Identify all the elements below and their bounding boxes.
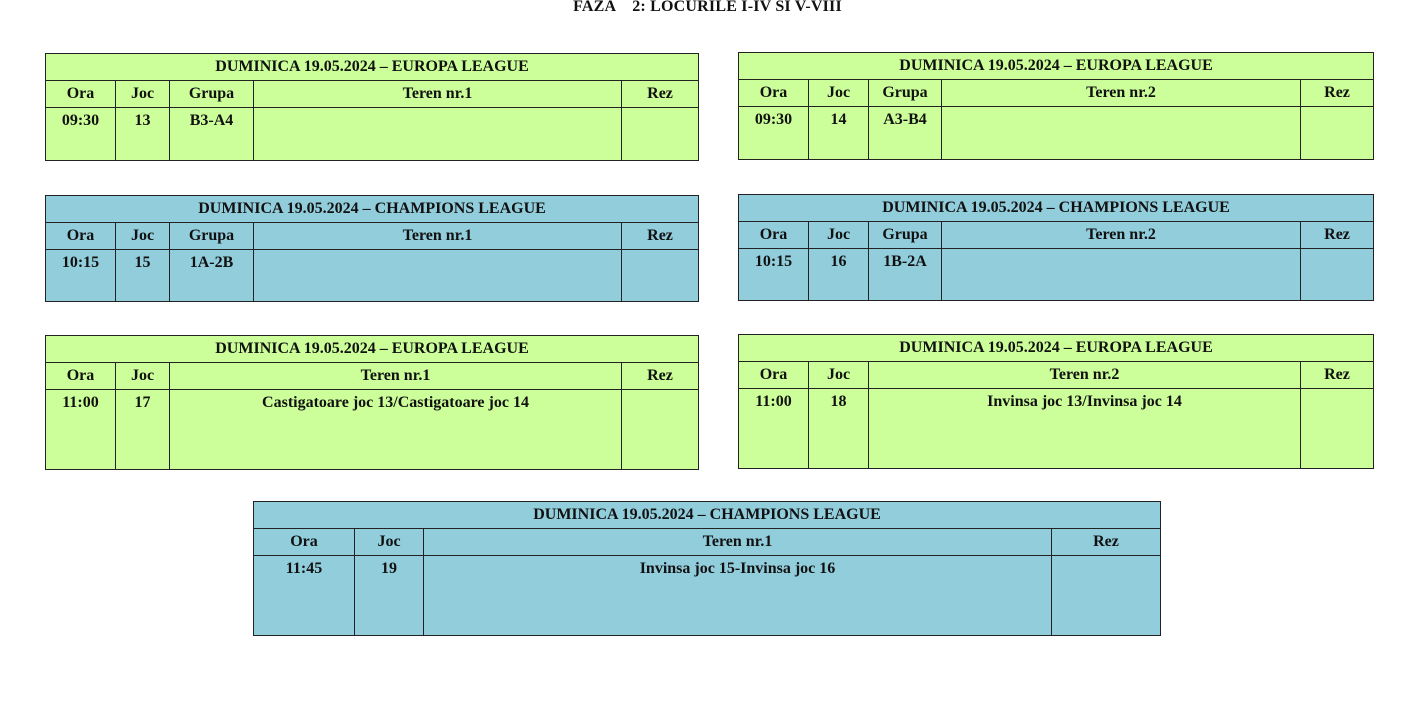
cell-grupa: A3-B4 bbox=[869, 107, 942, 160]
cell-teren bbox=[942, 107, 1301, 160]
cell-rez bbox=[622, 250, 699, 302]
schedule-table-champions-teren2 bbox=[738, 194, 1374, 301]
cell-teren: Castigatoare joc 13/Castigatoare joc 14 bbox=[170, 390, 622, 470]
header-joc: Joc bbox=[116, 223, 170, 250]
cell-grupa: 1A-2B bbox=[170, 250, 254, 302]
cell-ora: 09:30 bbox=[739, 107, 809, 160]
header-joc: Joc bbox=[116, 81, 170, 108]
cell-ora: 09:30 bbox=[46, 108, 116, 161]
header-rez: Rez bbox=[622, 363, 699, 390]
header-rez: Rez bbox=[1301, 362, 1374, 389]
cell-ora: 10:15 bbox=[739, 249, 809, 301]
header-grupa: Grupa bbox=[170, 223, 254, 250]
header-grupa: Grupa bbox=[869, 80, 942, 107]
table-title: DUMINICA 19.05.2024 – EUROPA LEAGUE bbox=[46, 336, 699, 363]
header-ora: Ora bbox=[739, 80, 809, 107]
header-ora: Ora bbox=[739, 222, 809, 249]
schedule-table-champions-final-teren1 bbox=[253, 501, 1161, 636]
header-grupa: Grupa bbox=[869, 222, 942, 249]
header-ora: Ora bbox=[46, 223, 116, 250]
header-rez: Rez bbox=[622, 81, 699, 108]
header-rez: Rez bbox=[622, 223, 699, 250]
cell-joc: 18 bbox=[809, 389, 869, 469]
cell-ora: 10:15 bbox=[46, 250, 116, 302]
header-ora: Ora bbox=[254, 529, 355, 556]
cell-joc: 13 bbox=[116, 108, 170, 161]
header-teren: Teren nr.2 bbox=[942, 80, 1301, 107]
header-joc: Joc bbox=[355, 529, 424, 556]
header-joc: Joc bbox=[809, 222, 869, 249]
header-joc: Joc bbox=[116, 363, 170, 390]
table-title: DUMINICA 19.05.2024 – CHAMPIONS LEAGUE bbox=[739, 195, 1374, 222]
schedule-table-champions-teren1 bbox=[45, 195, 699, 302]
cell-ora: 11:45 bbox=[254, 556, 355, 636]
cell-rez bbox=[622, 108, 699, 161]
header-joc: Joc bbox=[809, 80, 869, 107]
header-ora: Ora bbox=[46, 363, 116, 390]
page-title: FAZA 2: LOCURILE I-IV SI V-VIII bbox=[573, 0, 842, 15]
schedule-table-europa-final-teren1 bbox=[45, 335, 699, 470]
header-teren: Teren nr.1 bbox=[254, 223, 622, 250]
cell-joc: 17 bbox=[116, 390, 170, 470]
header-joc: Joc bbox=[809, 362, 869, 389]
header-ora: Ora bbox=[46, 81, 116, 108]
cell-teren: Invinsa joc 15-Invinsa joc 16 bbox=[424, 556, 1052, 636]
cell-joc: 15 bbox=[116, 250, 170, 302]
header-rez: Rez bbox=[1301, 222, 1374, 249]
table-title: DUMINICA 19.05.2024 – EUROPA LEAGUE bbox=[739, 335, 1374, 362]
table-title: DUMINICA 19.05.2024 – EUROPA LEAGUE bbox=[739, 53, 1374, 80]
header-teren: Teren nr.1 bbox=[170, 363, 622, 390]
schedule-table-europa-teren2 bbox=[738, 52, 1374, 160]
cell-rez bbox=[1301, 249, 1374, 301]
header-teren: Teren nr.1 bbox=[254, 81, 622, 108]
table-title: DUMINICA 19.05.2024 – EUROPA LEAGUE bbox=[46, 54, 699, 81]
table-title: DUMINICA 19.05.2024 – CHAMPIONS LEAGUE bbox=[46, 196, 699, 223]
cell-teren bbox=[942, 249, 1301, 301]
schedule-table-europa-teren1 bbox=[45, 53, 699, 161]
cell-rez bbox=[1301, 389, 1374, 469]
cell-joc: 19 bbox=[355, 556, 424, 636]
cell-ora: 11:00 bbox=[739, 389, 809, 469]
cell-teren bbox=[254, 250, 622, 302]
cell-grupa: 1B-2A bbox=[869, 249, 942, 301]
header-rez: Rez bbox=[1052, 529, 1161, 556]
cell-rez bbox=[622, 390, 699, 470]
cell-rez bbox=[1052, 556, 1161, 636]
header-rez: Rez bbox=[1301, 80, 1374, 107]
cell-rez bbox=[1301, 107, 1374, 160]
header-teren: Teren nr.2 bbox=[869, 362, 1301, 389]
cell-joc: 14 bbox=[809, 107, 869, 160]
cell-grupa: B3-A4 bbox=[170, 108, 254, 161]
cell-joc: 16 bbox=[809, 249, 869, 301]
header-grupa: Grupa bbox=[170, 81, 254, 108]
header-teren: Teren nr.2 bbox=[942, 222, 1301, 249]
schedule-table-europa-final-teren2 bbox=[738, 334, 1374, 469]
table-title: DUMINICA 19.05.2024 – CHAMPIONS LEAGUE bbox=[254, 502, 1161, 529]
cell-teren bbox=[254, 108, 622, 161]
cell-teren: Invinsa joc 13/Invinsa joc 14 bbox=[869, 389, 1301, 469]
header-teren: Teren nr.1 bbox=[424, 529, 1052, 556]
header-ora: Ora bbox=[739, 362, 809, 389]
cell-ora: 11:00 bbox=[46, 390, 116, 470]
